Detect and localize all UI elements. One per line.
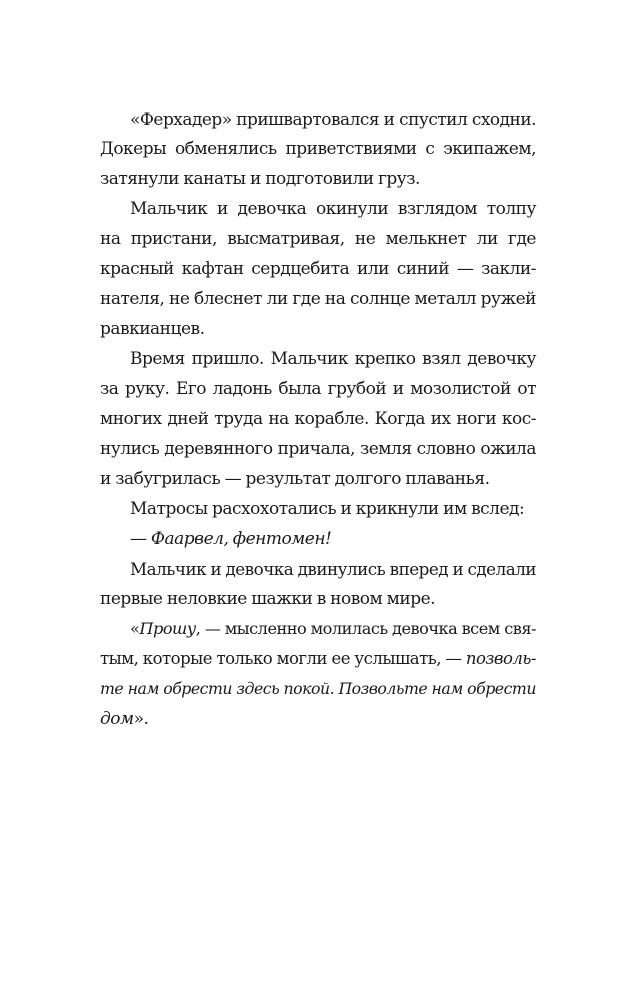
text-line: [100, 704, 536, 734]
text-line: красный кафтан сердцебита или синий — закли-: [100, 259, 536, 279]
text-line: Мальчик и девочка двинулись вперед и сделали: [130, 559, 536, 579]
text-line: равкианцев.: [100, 319, 205, 339]
regular-text: тым, которые только могли ее услышать, —: [100, 649, 466, 668]
text-line: затянули канаты и подготовили груз.: [100, 169, 420, 189]
dialogue-line: [100, 524, 536, 554]
quote-open: «: [130, 619, 140, 638]
text-line: Докеры обменялись приветствиями с экипажем,: [100, 139, 536, 159]
text-line: Мальчик и девочка окинули взглядом толпу: [130, 199, 536, 219]
text-line: нателя, не блеснет ли где на солнце металл ружей: [100, 289, 536, 309]
text-line: те нам обрести здесь покой. Позвольте нам обрести: [100, 679, 536, 698]
regular-text: , — мысленно молилась девочка всем свя-: [195, 619, 536, 638]
dialogue-italic-text: Фаарвел, фентомен!: [150, 529, 332, 549]
italic-text: Прошу: [139, 619, 196, 638]
dialogue-dash: —: [130, 529, 151, 549]
text-line: и забугрилась — результат долгого плаванья.: [100, 469, 490, 489]
text-line: нулись деревянного причала, земля словно ожила: [100, 439, 536, 459]
text-line: многих дней труда на корабле. Когда их ноги кос-: [100, 409, 536, 429]
text-line: Матросы расхохотались и крикнули им вслед:: [130, 499, 525, 519]
italic-text: дом: [100, 709, 134, 729]
text-line: первые неловкие шажки в новом мире.: [100, 589, 436, 609]
text-line: [100, 614, 536, 644]
quote-close: ».: [133, 709, 149, 729]
text-line: «Ферхадер» пришвартовался и спустил сходни.: [130, 109, 536, 129]
text-line: за руку. Его ладонь была грубой и мозолистой от: [100, 379, 536, 399]
text-line: на пристани, высматривая, не мелькнет ли где: [100, 229, 536, 249]
italic-text: позволь-: [465, 649, 536, 668]
body-text: [100, 104, 536, 734]
text-line: Время пришло. Мальчик крепко взял девочку: [130, 349, 536, 369]
text-line: [100, 644, 536, 674]
